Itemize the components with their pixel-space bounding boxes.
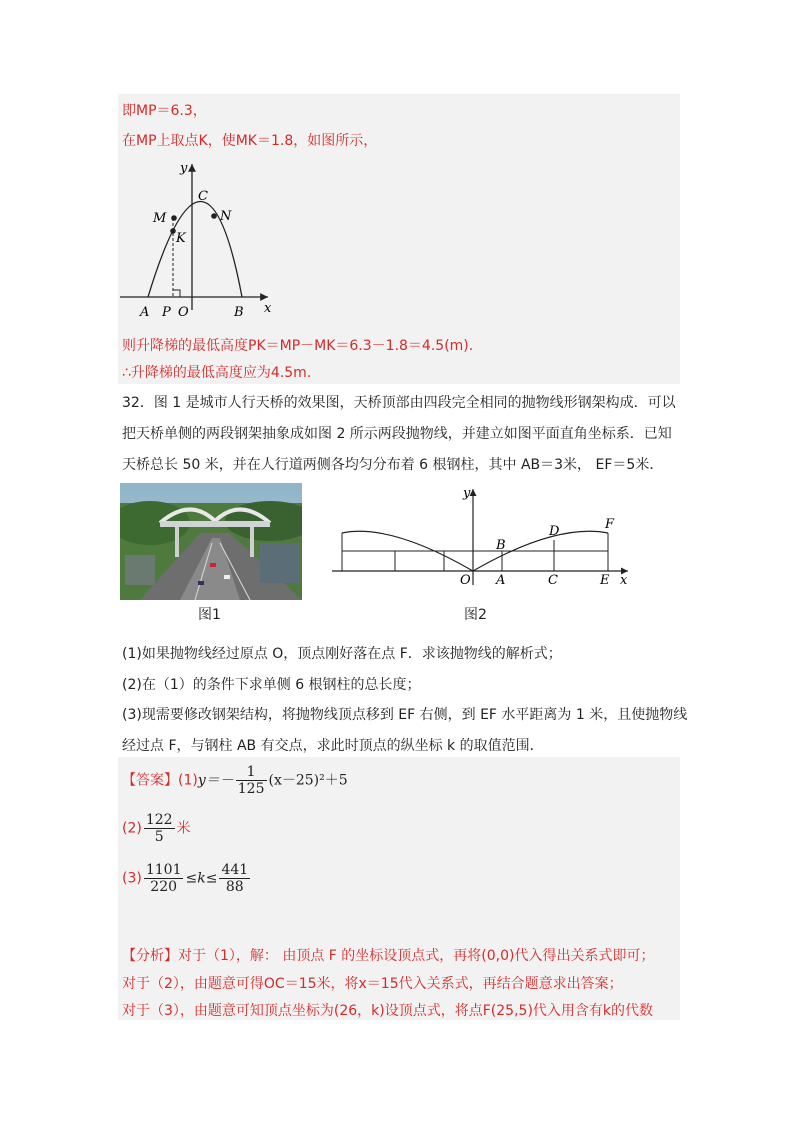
answer-1-num: 1 bbox=[236, 764, 267, 781]
label-P: P bbox=[162, 305, 171, 320]
question-1: (1)如果抛物线经过原点 O，顶点刚好落在点 F．求该抛物线的解析式； bbox=[122, 646, 562, 662]
fig2-label-E: E bbox=[600, 573, 610, 588]
parabola-figure-top bbox=[118, 150, 278, 320]
fig2-label-O: O bbox=[460, 573, 471, 588]
fig2-label-F: F bbox=[605, 517, 615, 532]
fig2-label-C: C bbox=[548, 573, 558, 588]
fig2-label-y: y bbox=[463, 486, 471, 501]
label-C: C bbox=[198, 189, 208, 204]
solution-line-3: 则升降梯的最低高度PK＝MP－MK＝6.3－1.8＝4.5(m). bbox=[122, 338, 474, 354]
analysis-line-1: 【分析】对于（1），解： 由顶点 F 的坐标设顶点式，再将(0,0)代入得出关系式即可； bbox=[122, 948, 655, 964]
answer-1-prefix: (1) bbox=[178, 772, 198, 789]
fig2-label-B: B bbox=[496, 538, 506, 553]
label-x: x bbox=[264, 301, 272, 316]
question-3-line-2: 经过点 F，与钢柱 AB 有交点，求此时顶点的纵坐标 k 的取值范围． bbox=[122, 738, 544, 754]
fig2-label-A: A bbox=[496, 573, 506, 588]
solution-line-4: ∴升降梯的最低高度应为4.5m. bbox=[122, 365, 312, 381]
answer-3-fraction-1 bbox=[144, 862, 184, 895]
answer-3-fraction-2 bbox=[219, 862, 250, 895]
answer-2-fraction bbox=[144, 812, 175, 845]
answer-2-num: 122 bbox=[145, 812, 173, 828]
fig2-label-x: x bbox=[620, 573, 628, 588]
label-O: O bbox=[178, 305, 189, 320]
answer-3-prefix: (3) bbox=[122, 870, 142, 887]
answer-1 bbox=[122, 764, 348, 797]
answer-1-fraction bbox=[236, 764, 267, 797]
fig2-label-D: D bbox=[549, 524, 560, 539]
answer-tag: 【答案】 bbox=[122, 772, 178, 789]
label-B: B bbox=[234, 305, 244, 320]
answer-1-den: 125 bbox=[237, 781, 265, 797]
fig1-caption: 图1 bbox=[198, 607, 221, 623]
parabola-figure-2 bbox=[330, 485, 635, 595]
problem-line-1: 32．图 1 是城市人行天桥的效果图，天桥顶部由四段完全相同的抛物线形钢架构成．可以 bbox=[122, 395, 676, 411]
label-N: N bbox=[220, 209, 232, 224]
answer-3-den-2: 88 bbox=[225, 879, 244, 895]
problem-line-2: 把天桥单侧的两段钢架抽象成如图 2 所示两段抛物线，并建立如图平面直角坐标系．已知 bbox=[122, 426, 672, 442]
label-A: A bbox=[140, 305, 150, 320]
answer-2 bbox=[122, 812, 191, 845]
solution-line-2: 在MP上取点K，使MK＝1.8，如图所示， bbox=[122, 133, 378, 149]
answer-3-num-2: 441 bbox=[221, 862, 249, 878]
answer-3-mid: ≤k≤ bbox=[185, 870, 218, 887]
solution-line-1: 即MP＝6.3， bbox=[122, 103, 207, 119]
answer-2-unit: 米 bbox=[176, 820, 191, 837]
label-K: K bbox=[176, 231, 186, 246]
answer-2-prefix: (2) bbox=[122, 820, 142, 837]
fig2-caption: 图2 bbox=[464, 607, 487, 623]
answer-1-rest: (x－25)²＋5 bbox=[268, 772, 348, 789]
label-y: y bbox=[180, 161, 188, 176]
bridge-photo bbox=[120, 483, 302, 600]
question-2: (2)在（1）的条件下求单侧 6 根钢柱的总长度； bbox=[122, 677, 421, 693]
answer-3-num-1: 1101 bbox=[145, 862, 182, 878]
question-3-line-1: (3)现需要修改钢架结构，将抛物线顶点移到 EF 右侧，到 EF 水平距离为 1 米，且使抛物线 bbox=[122, 707, 688, 723]
label-M: M bbox=[153, 211, 167, 226]
answer-1-lhs: y＝－ bbox=[197, 772, 234, 789]
answer-3 bbox=[122, 862, 252, 895]
analysis-line-2: 对于（2），由题意可得OC＝15米，将x＝15代入关系式，再结合题意求出答案； bbox=[122, 976, 623, 992]
analysis-line-3: 对于（3），由题意可知顶点坐标为(26，k)设顶点式，将点F(25,5)代入用含有k的代数 bbox=[122, 1003, 654, 1019]
answer-2-den: 5 bbox=[154, 829, 164, 845]
answer-3-den-1: 220 bbox=[150, 879, 178, 895]
problem-line-3: 天桥总长 50 米，并在人行道两侧各均匀分布着 6 根钢柱，其中 AB＝3米， EF＝5米． bbox=[122, 457, 664, 473]
